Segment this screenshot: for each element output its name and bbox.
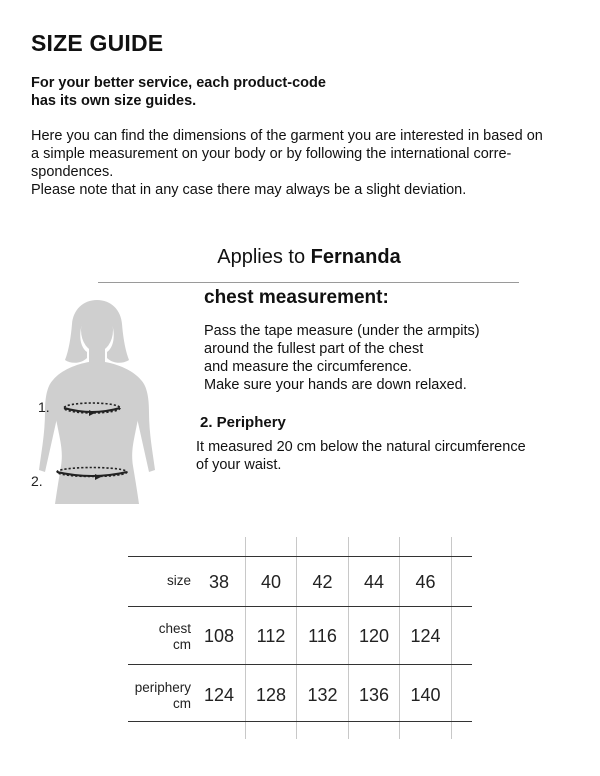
chest-desc-line: around the fullest part of the chest — [204, 341, 424, 357]
product-name: Fernanda — [310, 246, 401, 268]
table-cell: 38 — [208, 572, 230, 592]
table-cell: 108 — [203, 626, 235, 646]
intro-bold-line: has its own size guides. — [31, 93, 197, 109]
table-cell: 128 — [255, 685, 287, 705]
table-cell: 44 — [363, 572, 385, 592]
periphery-description — [196, 438, 556, 474]
chest-desc-line: Pass the tape measure (under the armpits) — [204, 323, 480, 339]
applies-prefix: Applies to — [217, 246, 311, 268]
table-row-divider — [128, 556, 472, 557]
body-silhouette-figure — [25, 294, 155, 509]
divider — [98, 282, 519, 283]
figure-label-2: 2. — [31, 473, 43, 489]
page-title: SIZE GUIDE — [31, 30, 164, 56]
table-row-divider — [128, 664, 472, 665]
intro-bold-line: For your better service, each product-code — [31, 75, 326, 91]
intro-text — [31, 127, 576, 199]
table-cell: 124 — [410, 626, 441, 646]
table-cell: 116 — [308, 626, 337, 646]
applies-heading — [0, 246, 600, 269]
table-row-label-periphery: periphery cm — [134, 680, 191, 711]
intro-line: Here you can find the dimensions of the garment you are interested in based on — [31, 128, 543, 144]
table-cell: 46 — [415, 572, 436, 592]
chest-desc-line: and measure the circumference. — [204, 359, 412, 375]
table-cell: 40 — [260, 572, 282, 592]
intro-line: spondences. — [31, 164, 114, 180]
periphery-desc-line: of your waist. — [196, 457, 282, 473]
chest-desc-line: Make sure your hands are down relaxed. — [204, 377, 467, 393]
body-silhouette — [39, 300, 155, 504]
chest-measurement-title: chest measurement: — [204, 287, 389, 308]
table-row-divider — [128, 606, 472, 607]
table-cell: 42 — [312, 572, 333, 592]
periphery-title: 2. Periphery — [200, 414, 286, 431]
table-row-divider — [128, 721, 472, 722]
table-row-label-chest: chest cm — [158, 621, 191, 652]
table-cell: 112 — [256, 626, 286, 646]
table-cell: 120 — [358, 626, 390, 646]
periphery-desc-line: It measured 20 cm below the natural circumference — [196, 439, 526, 455]
table-row-label-size: size — [166, 573, 191, 588]
figure-label-1: 1. — [38, 399, 50, 415]
table-cell: 132 — [307, 685, 338, 705]
table-column-divider — [451, 537, 452, 739]
table-cell: 140 — [410, 685, 441, 705]
size-table — [128, 537, 478, 739]
intro-line: a simple measurement on your body or by following the international corre- — [31, 146, 512, 162]
chest-measurement-description — [204, 322, 544, 394]
intro-line: Please note that in any case there may always be a slight deviation. — [31, 182, 467, 198]
table-cell: 136 — [358, 685, 390, 705]
table-cell: 124 — [203, 685, 235, 705]
intro-bold-text — [31, 74, 431, 110]
